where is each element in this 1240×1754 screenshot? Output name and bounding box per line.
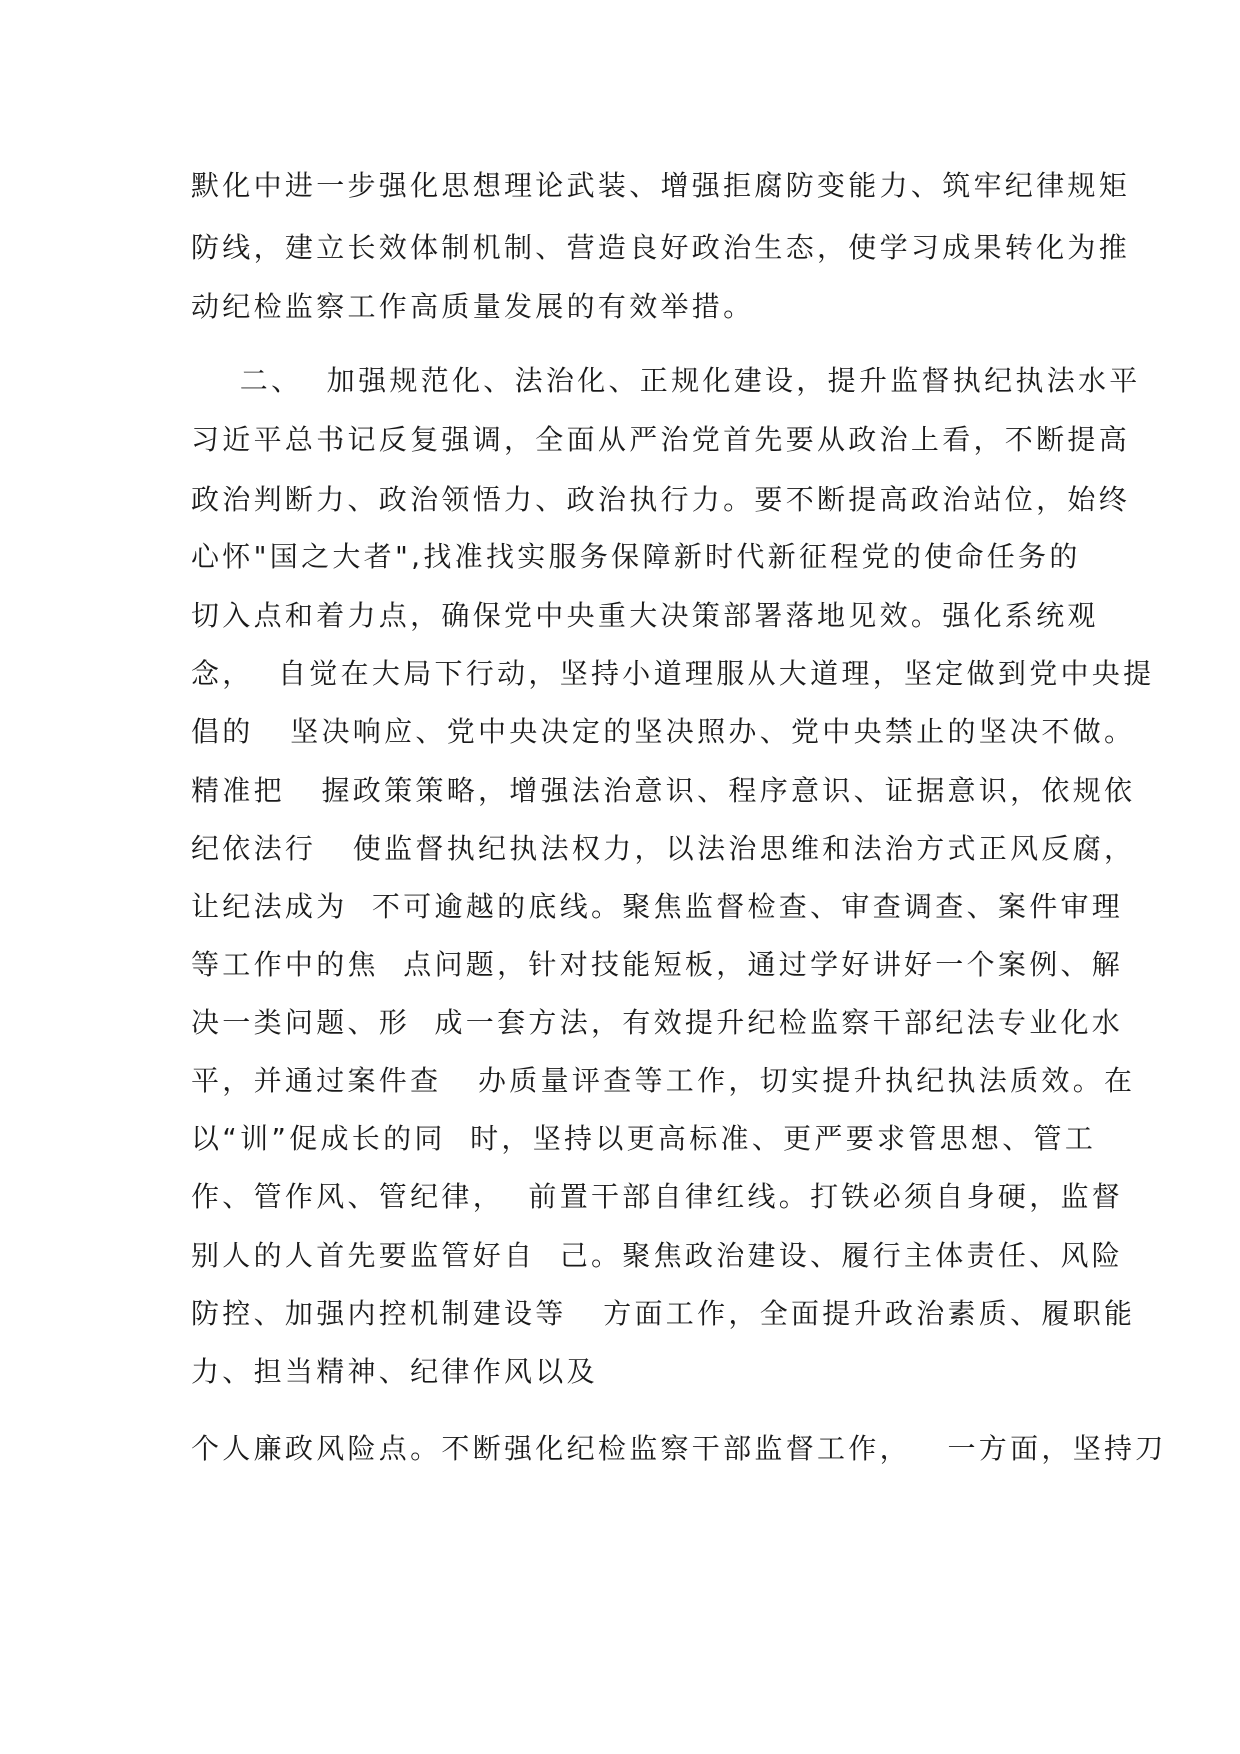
paragraph-3-line-1: 个人廉政风险点。不断强化纪检监察干部监督工作， 一方面，坚持刀 [191,1432,1167,1465]
paragraph-2-line-2: 政治判断力、政治领悟力、政治执行力。要不断提高政治站位，始终 [191,483,1131,516]
paragraph-2-line-7: 精准把 握政策策略，增强法治意识、程序意识、证据意识，依规依 [191,774,1136,807]
paragraph-2-line-17: 力、担当精神、纪律作风以及 [191,1355,598,1388]
paragraph-1-line-3: 动纪检监察工作高质量发展的有效举措。 [191,290,755,323]
paragraph-2-line-11: 决一类问题、形 成一套方法，有效提升纪检监察干部纪法专业化水 [191,1006,1124,1039]
paragraph-1-line-2: 防线，建立长效体制机制、营造良好政治生态，使学习成果转化为推 [191,231,1131,264]
section-heading: 二、 加强规范化、法治化、正规化建设，提升监督执纪执法水平 [191,364,1141,397]
paragraph-2-line-16: 防控、加强内控机制建设等 方面工作，全面提升政治素质、履职能 [191,1297,1136,1330]
paragraph-1-line-1: 默化中进一步强化思想理论武装、增强拒腐防变能力、筑牢纪律规矩 [191,169,1131,202]
paragraph-2-line-6: 倡的 坚决响应、党中央决定的坚决照办、党中央禁止的坚决不做。 [191,715,1136,748]
paragraph-2-line-13: 以“训”促成长的同 时，坚持以更高标准、更严要求管思想、管工 [191,1122,1097,1155]
paragraph-2-line-14: 作、管作风、管纪律， 前置干部自律红线。打铁必须自身硬，监督 [191,1180,1124,1213]
paragraph-2-line-5: 念， 自觉在大局下行动，坚持小道理服从大道理，坚定做到党中央提 [191,657,1155,690]
paragraph-2-line-9: 让纪法成为 不可逾越的底线。聚焦监督检查、审查调查、案件审理 [191,890,1124,923]
paragraph-2-line-15: 别人的人首先要监管好自 己。聚焦政治建设、履行主体责任、风险 [191,1239,1124,1272]
paragraph-2-line-3: 心怀"国之大者",找准找实服务保障新时代新征程党的使命任务的 [191,540,1081,573]
paragraph-2-line-8: 纪依法行 使监督执纪执法权力，以法治思维和法治方式正风反腐， [191,832,1136,865]
paragraph-2-line-12: 平，并通过案件查 办质量评查等工作，切实提升执纪执法质效。在 [191,1064,1136,1097]
paragraph-2-line-10: 等工作中的焦 点问题，针对技能短板，通过学好讲好一个案例、解 [191,948,1124,981]
paragraph-2-line-1: 习近平总书记反复强调，全面从严治党首先要从政治上看，不断提高 [191,423,1131,456]
paragraph-2-line-4: 切入点和着力点，确保党中央重大决策部署落地见效。强化系统观 [191,599,1099,632]
